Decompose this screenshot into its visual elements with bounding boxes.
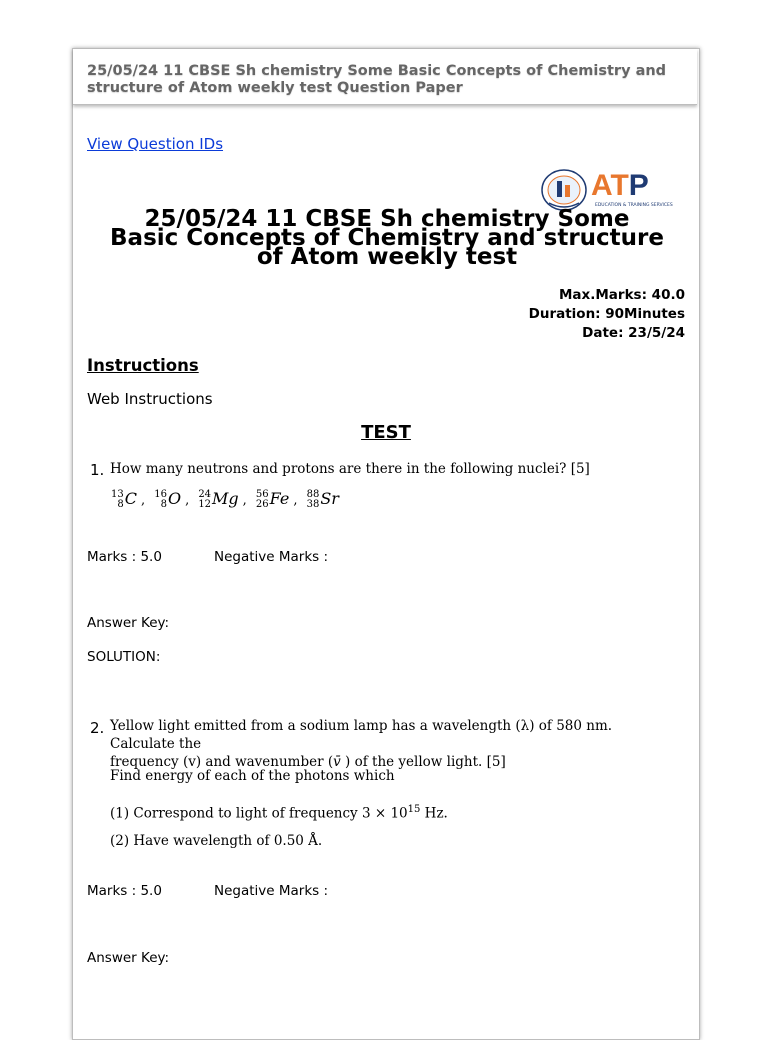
logo-wordmark: ATP bbox=[591, 169, 649, 202]
paper-header bbox=[73, 49, 697, 105]
answer-key: Answer Key: bbox=[87, 615, 170, 631]
question-text: How many neutrons and protons are there in the following nuclei? [5] bbox=[110, 461, 590, 477]
question-text: Yellow light emitted from a sodium lamp has a wavelength (λ) of 580 nm. Calculate the frequency (v) and wavenumber (v̄ ) of the yellow light. [5] bbox=[110, 718, 613, 770]
logo-tagline: EDUCATION & TRAINING SERVICES bbox=[595, 203, 673, 208]
date: Date: 23/5/24 bbox=[582, 325, 685, 341]
question-number: 2. bbox=[90, 719, 105, 737]
duration: Duration: 90Minutes bbox=[528, 306, 685, 322]
question-line: Find energy of each of the photons which bbox=[110, 768, 395, 784]
instructions-text: Web Instructions bbox=[87, 390, 213, 408]
negative-marks: Negative Marks : bbox=[214, 549, 329, 565]
question-paper-card bbox=[72, 48, 700, 1040]
isotope-fe: 56 26 Fe bbox=[255, 488, 290, 510]
answer-key: Answer Key: bbox=[87, 950, 170, 966]
paper-title: 25/05/24 11 CBSE Sh chemistry Some Basic Concepts of Chemistry and structure of Atom weekly test bbox=[110, 206, 664, 270]
marks: Marks : 5.0 bbox=[87, 883, 162, 899]
section-heading: TEST bbox=[361, 422, 411, 443]
marks: Marks : 5.0 bbox=[87, 549, 162, 565]
question-number: 1. bbox=[90, 461, 105, 479]
isotope-formula: 13 8 C , 16 8 O , 24 12 Mg , 56 26 Fe , 88 38 Sr bbox=[111, 488, 339, 510]
instructions-heading: Instructions bbox=[87, 356, 199, 375]
isotope-o: 16 8 O bbox=[154, 488, 182, 510]
header-title: 25/05/24 11 CBSE Sh chemistry Some Basic Concepts of Chemistry and structure of Atom weekly test Question Paper bbox=[87, 63, 667, 96]
isotope-c: 13 8 C bbox=[111, 488, 137, 510]
isotope-sr: 88 38 Sr bbox=[306, 488, 339, 510]
question-line: (1) Correspond to light of frequency $3 \times 10^{15}$ Hz. bbox=[110, 804, 448, 822]
view-question-ids-link[interactable]: View Question IDs bbox=[87, 135, 224, 153]
question-line: (2) Have wavelength of 0.50 Å. bbox=[110, 833, 323, 849]
max-marks: Max.Marks: 40.0 bbox=[558, 287, 685, 303]
solution: SOLUTION: bbox=[87, 649, 161, 665]
negative-marks: Negative Marks : bbox=[214, 883, 329, 899]
isotope-mg: 24 12 Mg bbox=[198, 488, 239, 510]
